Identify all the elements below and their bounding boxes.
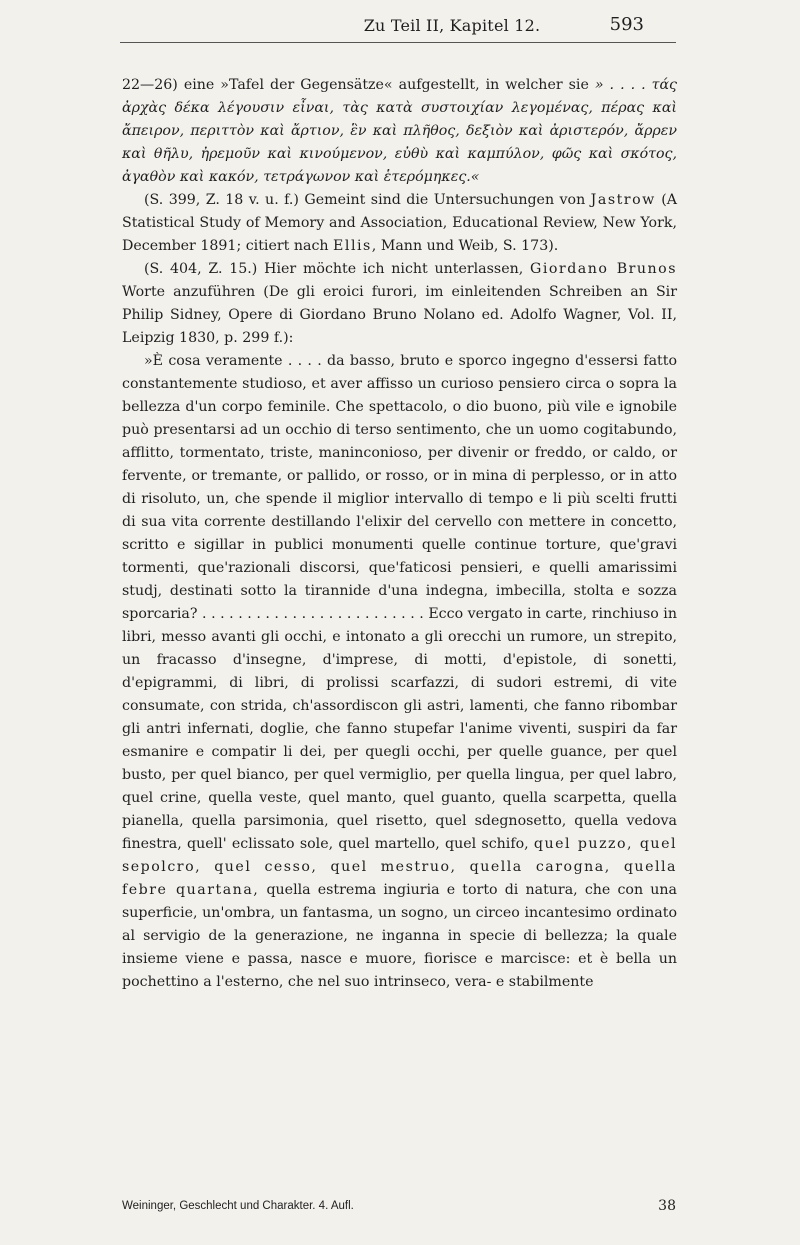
reference-bruno: (S. 404, Z. 15.) <box>144 261 258 277</box>
jastrow-text-a: Gemeint sind die Untersuchungen von <box>304 192 586 208</box>
author-bruno: Giordano Brunos <box>530 261 677 277</box>
italian-quote-end: quella estrema ingiuria e torto di natura, che con una superficie, un'ombra, un fantasma, un sogno, un circeo incantesimo ordinato al servigio de la generazione, ne inganna in specie di bellezza; la quale insieme viene e passa, nasce e muore, fiorisce e marcisce: et è bella un pochettino a l'esterno, che nel suo intrinseco, vera- e stabilmente <box>122 882 677 990</box>
italian-quote-text: »È cosa veramente . . . . da basso, bruto e sporco ingegno d'essersi fatto constantemente studioso, et aver affisso un curioso pensiero circa o sopra la bellezza d'un corpo feminile. Che spettacolo, o dio buono, più vile e ignobile può presentarsi ad un occhio di terso sentimento, che un uomo cogitabundo, afflitto, tormentato, triste, maninconioso, per divenir or freddo, or caldo, or fervente, or tremante, or pallido, or rosso, or in mina di perplesso, or in atto di risoluto, un, che spende il miglior intervallo di tempo e li più scelti frutti di sua vita corrente destillando l'elixir del cervello con mettere in concetto, scritto e sigillar in publici monumenti quelle continue torture, que'gravi tormenti, que'razionali discorsi, que'faticosi pensieri, e quelli amarissimi studj, destinati sotto la tirannide d'una indegna, imbecilla, stolta e sozza sporcaria? . . . . . . . . . . . . . . . . . . . . . . . . . Ecco vergato in carte, rinchiuso in libri, messo avanti gli occhi, e intonato a gli orecchi un rumore, un strepito, un fracasso d'insegne, d'imprese, di motti, d'epistole, di sonetti, d'epigrammi, di libri, di prolissi scarfazzi, di sudori estremi, di vite consumate, con strida, ch'assordiscon gli astri, lamenti, che fanno ribombar gli antri infernati, doglie, che fanno stupefar l'anime viventi, suspiri da far esmanire e compatir li dei, per quegli occhi, per quelle guance, per quel busto, per quel bianco, per quel vermiglio, per quella lingua, per quel labro, quel crine, quella veste, quel manto, quel guanto, quella scarpetta, quella pianella, quella parsimonia, quel risetto, quel sdegnosetto, quella vedova finestra, quell' eclissato sole, quel martello, quel schifo, <box>122 353 677 852</box>
reference-jastrow: (S. 399, Z. 18 v. u. f.) <box>144 192 299 208</box>
greek-quotation: » . . . . τάς ἀρχὰς δέκα λέγουσιν εἶναι, τὰς κατὰ συστοιχίαν λεγομένας, πέρας καὶ ἄπειρον, περιττὸν καὶ ἄρτιον, ἓν καὶ πλῆθος, δεξιὸν καὶ ἀριστερόν, ἄρρεν καὶ θῆλυ, ἠρεμοῦν καὶ κινούμενον, εὐθὺ καὶ καμπύλον, φῶς καὶ σκότος, ἀγαθὸν καὶ κακόν, τετράγωνον καὶ ἑτερόμηκες.« <box>122 77 678 185</box>
header-rule <box>120 42 676 43</box>
paragraph-jastrow <box>122 189 677 258</box>
page-number: 593 <box>609 14 644 35</box>
author-ellis: Ellis <box>333 238 372 254</box>
paragraph-tafel <box>122 74 677 189</box>
signature-mark: 38 <box>658 1198 676 1214</box>
jastrow-text-b: (A Statistical Study of Memory and Association, Educational Review, New York, December 1891; citiert nach <box>122 192 678 254</box>
paragraph-italian-quote <box>122 350 677 994</box>
paragraph-bruno <box>122 258 677 350</box>
author-jastrow: Jastrow <box>590 192 656 208</box>
body-text <box>122 74 677 994</box>
paragraph-tafel-text: 22—26) eine »Tafel der Gegensätze« aufgestellt, in welcher sie <box>122 77 589 93</box>
italian-quote-spaced: quel puzzo, quel sepolcro, quel cesso, quel mestruo, quella carogna, quella febre quartana, <box>122 836 678 898</box>
footer-imprint: Weininger, Geschlecht und Charakter. 4. Aufl. <box>122 1200 354 1212</box>
bruno-text-b: Worte anzuführen (De gli eroici furori, im einleitenden Schreiben an Sir Philip Sidney, Opere di Giordano Bruno Nolano ed. Adolfo Wagner, Vol. II, Leipzig 1830, p. 299 f.): <box>122 284 677 346</box>
running-head: Zu Teil II, Kapitel 12. <box>363 16 541 35</box>
bruno-text-a: Hier möchte ich nicht unterlassen, <box>264 261 524 277</box>
jastrow-text-c: , Mann und Weib, S. 173). <box>371 238 559 254</box>
